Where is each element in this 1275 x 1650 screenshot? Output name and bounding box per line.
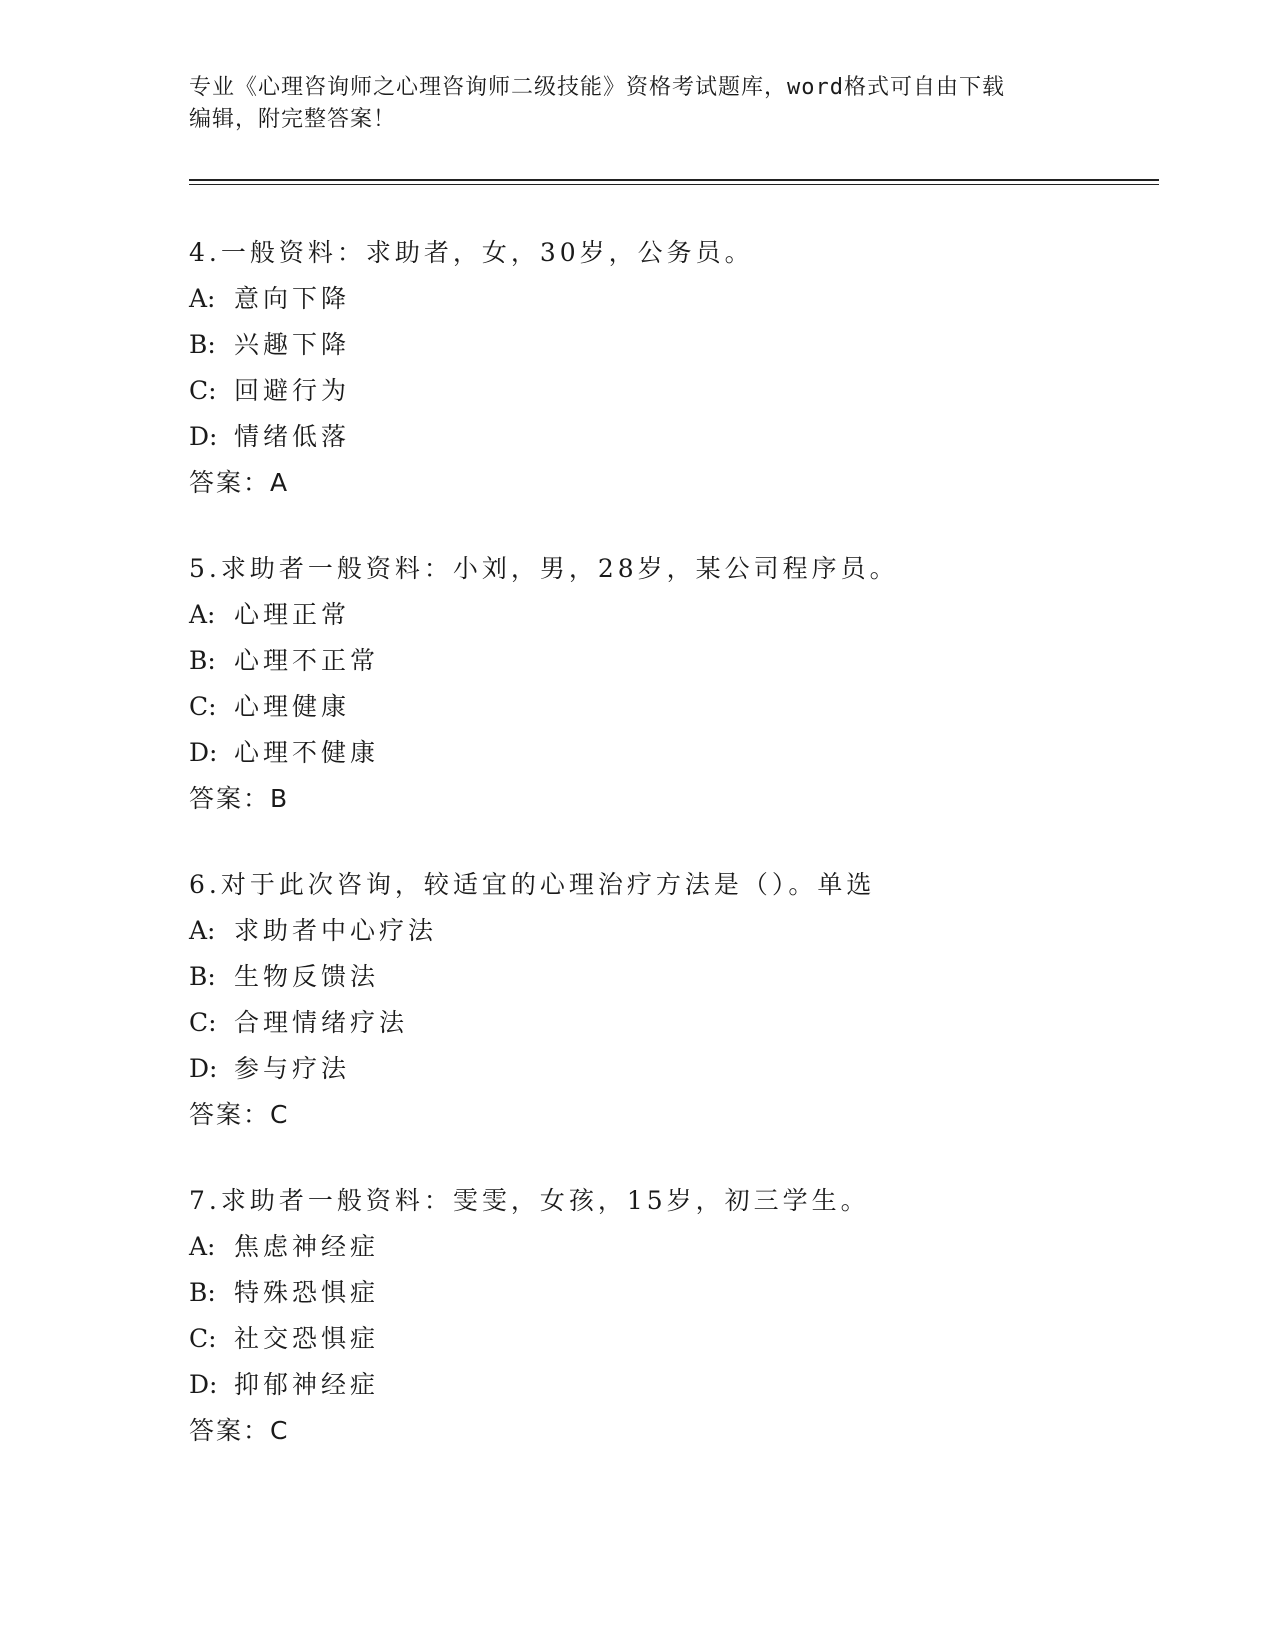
option-a [189, 908, 1089, 954]
option-letter: A: [189, 916, 216, 945]
option-c [189, 684, 1089, 730]
option-b [189, 1270, 1089, 1316]
question-stem: 6.对于此次咨询，较适宜的心理治疗方法是（）。单选 [189, 870, 876, 899]
option-a [189, 276, 1089, 322]
answer-line: 答案：A [189, 468, 290, 497]
option-letter: D: [189, 1054, 218, 1083]
option-c [189, 1316, 1089, 1362]
option-text: 合理情绪疗法 [234, 1008, 409, 1037]
option-a [189, 592, 1089, 638]
option-d [189, 1046, 1089, 1092]
option-text: 特殊恐惧症 [234, 1278, 380, 1307]
option-letter: A: [189, 600, 216, 629]
header-divider-thick [189, 179, 1159, 181]
option-c [189, 368, 1089, 414]
option-letter: D: [189, 738, 218, 767]
option-text: 参与疗法 [234, 1054, 351, 1083]
option-letter: B: [189, 330, 216, 359]
option-letter: A: [189, 284, 216, 313]
question-stem: 5.求助者一般资料：小刘，男，28岁，某公司程序员。 [189, 554, 899, 583]
option-d [189, 1362, 1089, 1408]
option-text: 生物反馈法 [234, 962, 380, 991]
header-divider-thin [189, 184, 1159, 185]
option-letter: C: [189, 1324, 217, 1353]
option-c [189, 1000, 1089, 1046]
option-text: 抑郁神经症 [234, 1370, 380, 1399]
answer-line: 答案：C [189, 1100, 290, 1129]
option-letter: B: [189, 962, 216, 991]
option-text: 心理不健康 [234, 738, 380, 767]
option-letter: B: [189, 1278, 216, 1307]
option-text: 心理正常 [234, 600, 351, 629]
option-letter: D: [189, 422, 218, 451]
option-letter: D: [189, 1370, 218, 1399]
option-letter: A: [189, 1232, 216, 1261]
option-text: 兴趣下降 [234, 330, 351, 359]
header-line-1: 专业《心理咨询师之心理咨询师二级技能》资格考试题库，word格式可自由下载 [189, 75, 1005, 100]
option-text: 社交恐惧症 [234, 1324, 380, 1353]
answer-line: 答案：B [189, 784, 290, 813]
option-text: 焦虑神经症 [234, 1232, 380, 1261]
question-6 [189, 862, 1089, 1138]
option-text: 心理不正常 [234, 646, 380, 675]
question-stem: 4.一般资料：求助者，女，30岁，公务员。 [189, 238, 754, 267]
option-letter: C: [189, 376, 217, 405]
question-5 [189, 546, 1089, 822]
option-text: 意向下降 [234, 284, 351, 313]
option-b [189, 954, 1089, 1000]
option-b [189, 322, 1089, 368]
question-4 [189, 230, 1089, 506]
document-header [189, 72, 1089, 136]
question-7 [189, 1178, 1089, 1454]
question-stem: 7.求助者一般资料：雯雯，女孩，15岁，初三学生。 [189, 1186, 870, 1215]
header-line-2: 编辑，附完整答案！ [189, 107, 397, 132]
option-text: 情绪低落 [234, 422, 351, 451]
option-text: 心理健康 [234, 692, 351, 721]
option-text: 求助者中心疗法 [234, 916, 438, 945]
option-letter: C: [189, 692, 217, 721]
option-letter: B: [189, 646, 216, 675]
option-d [189, 414, 1089, 460]
option-b [189, 638, 1089, 684]
option-letter: C: [189, 1008, 217, 1037]
answer-line: 答案：C [189, 1416, 290, 1445]
option-d [189, 730, 1089, 776]
option-a [189, 1224, 1089, 1270]
option-text: 回避行为 [234, 376, 351, 405]
